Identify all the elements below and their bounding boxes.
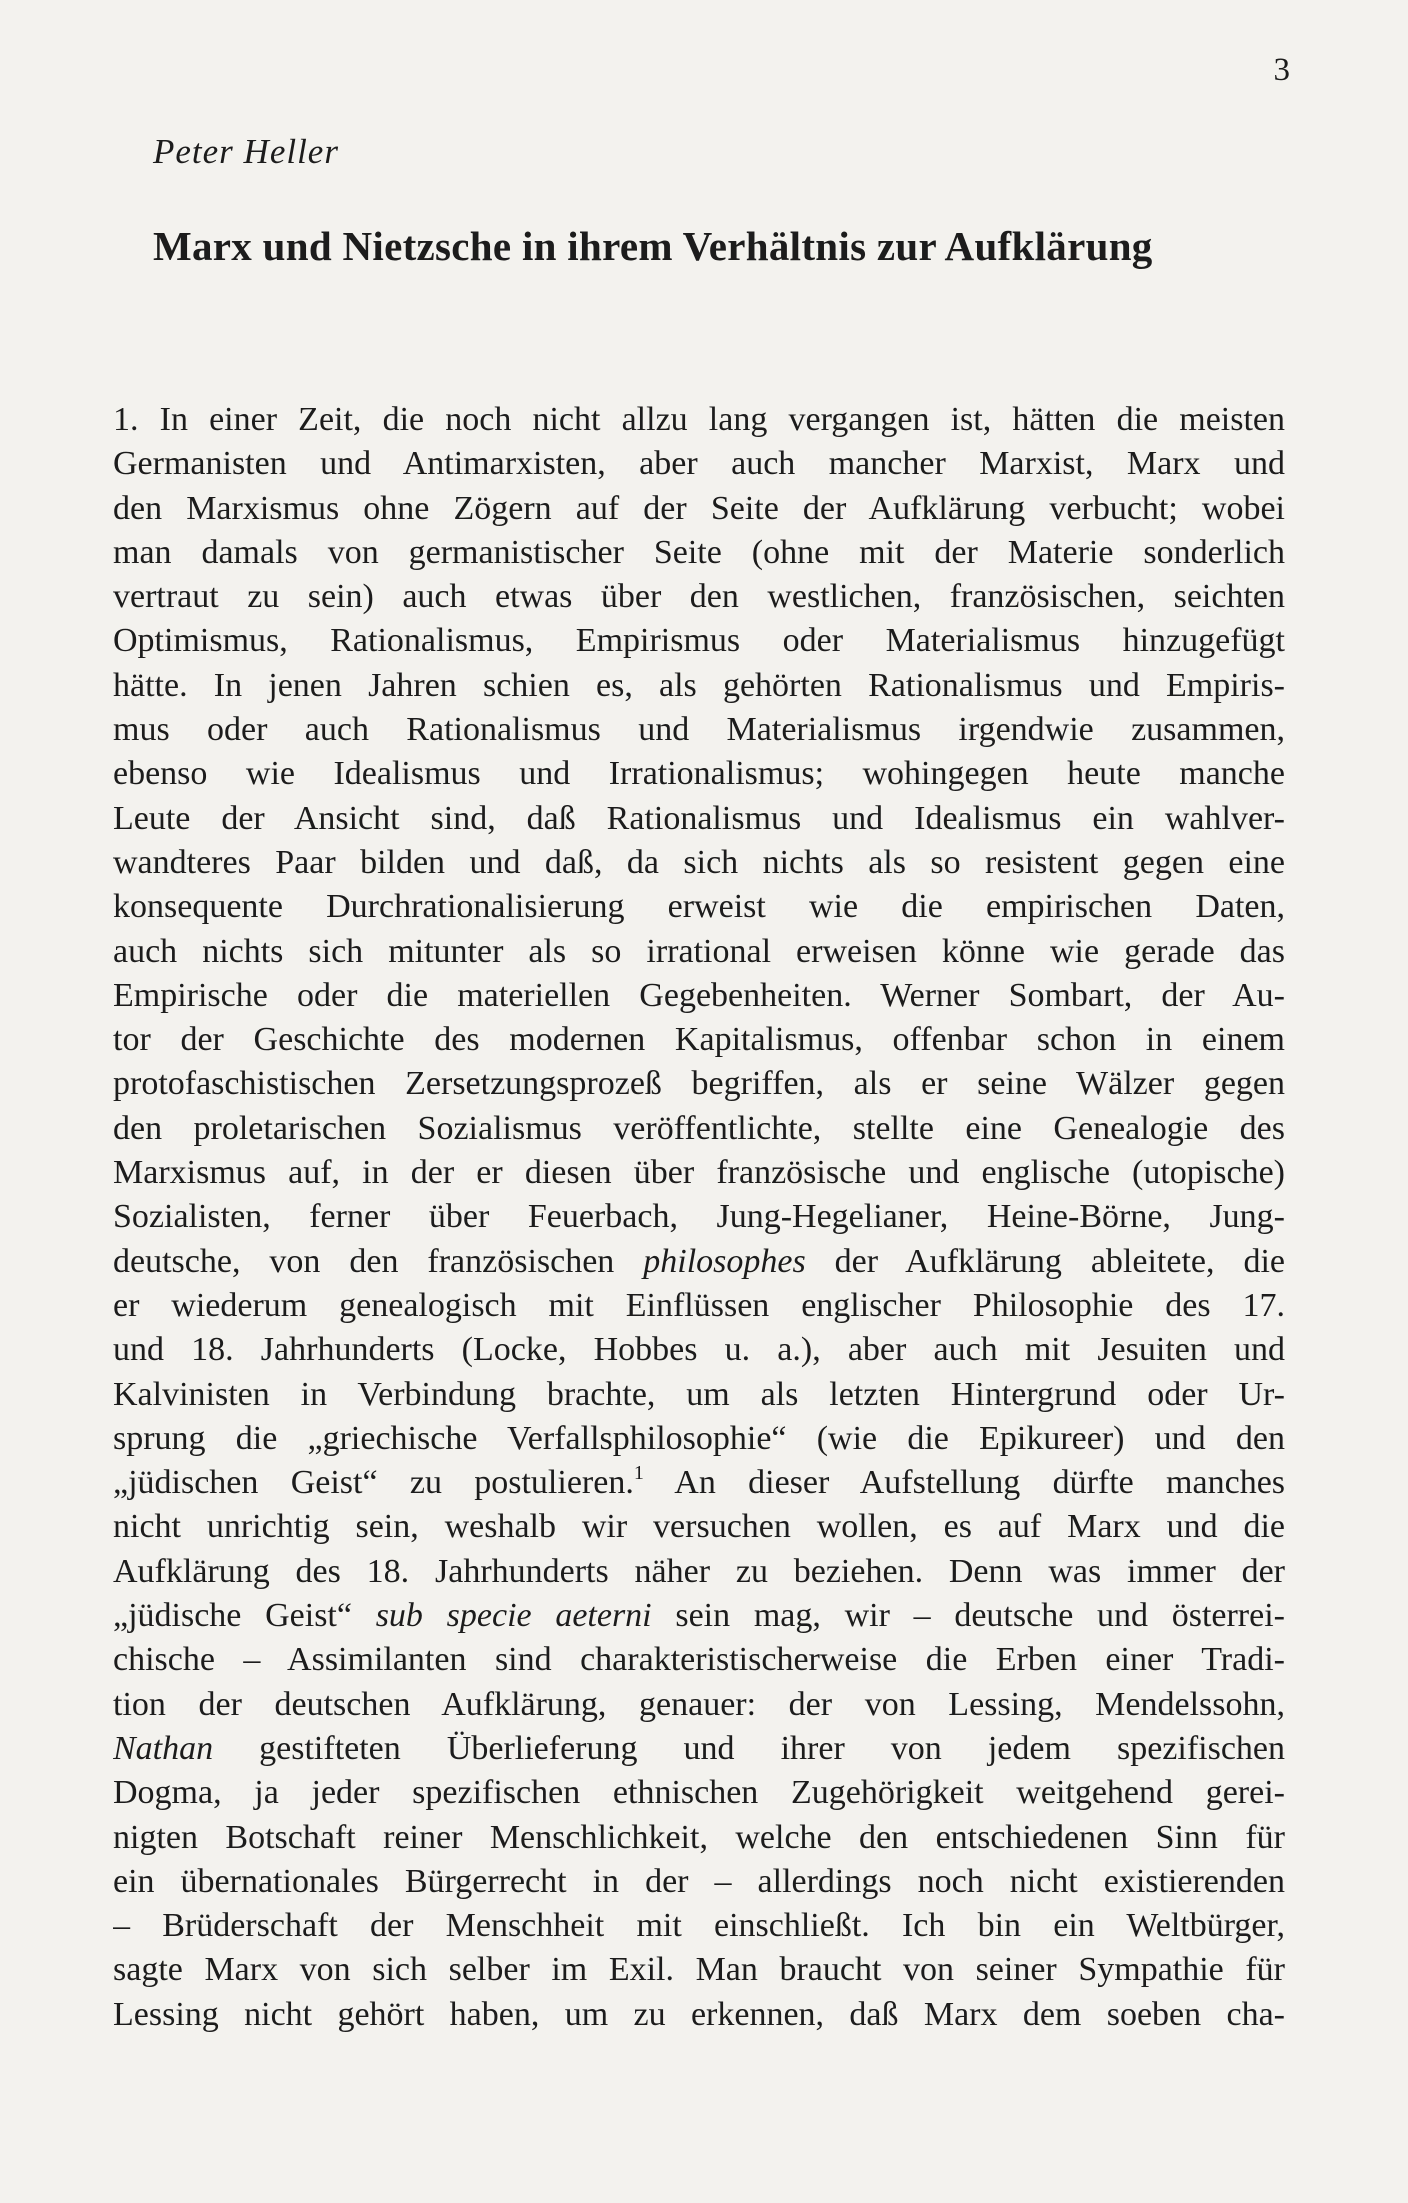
- text-line: Leute der Ansicht sind, daß Rationalismus und Idealismus ein wahlver-: [113, 799, 1285, 837]
- text-line: chische – Assimilanten sind charakteristischerweise die Erben einer Tradi-: [113, 1641, 1285, 1679]
- text-line: Marxismus auf, in der er diesen über französische und englische (utopische): [113, 1154, 1285, 1192]
- line-text: der Aufklärung ableitete, die: [805, 1242, 1285, 1280]
- line-text: An dieser Aufstellung dürfte manches: [643, 1464, 1285, 1502]
- text-line: [113, 1727, 1285, 1771]
- text-line: [113, 1594, 1285, 1638]
- text-line: Sozialisten, ferner über Feuerbach, Jung-Hegelianer, Heine-Börne, Jung-: [113, 1198, 1285, 1236]
- text-line: – Brüderschaft der Menschheit mit einschließt. Ich bin ein Weltbürger,: [113, 1907, 1285, 1945]
- text-line: auch nichts sich mitunter als so irrational erweisen könne wie gerade das: [113, 932, 1285, 970]
- text-line: [113, 1461, 1285, 1505]
- line-text: „jüdische Geist“: [113, 1597, 376, 1635]
- text-line: Empirische oder die materiellen Gegebenheiten. Werner Sombart, der Au-: [113, 976, 1285, 1014]
- text-line: vertraut zu sein) auch etwas über den westlichen, französischen, seichten: [113, 578, 1285, 616]
- text-line: hätte. In jenen Jahren schien es, als gehörten Rationalismus und Empiris-: [113, 666, 1285, 704]
- footnote-marker: 1: [633, 1462, 644, 1485]
- text-line: tor der Geschichte des modernen Kapitalismus, offenbar schon in einem: [113, 1021, 1285, 1059]
- line-text: sein mag, wir – deutsche und österrei-: [651, 1597, 1285, 1635]
- italic-term: Nathan: [113, 1729, 214, 1767]
- text-line: ebenso wie Idealismus und Irrationalismus; wohingegen heute manche: [113, 755, 1285, 793]
- text-line: Kalvinisten in Verbindung brachte, um als letzten Hintergrund oder Ur-: [113, 1375, 1285, 1413]
- line-text: gestifteten Überlieferung und ihrer von jedem spezifischen: [213, 1729, 1285, 1767]
- text-line: nigten Botschaft reiner Menschlichkeit, welche den entschiedenen Sinn für: [113, 1818, 1285, 1856]
- text-line: Aufklärung des 18. Jahrhunderts näher zu beziehen. Denn was immer der: [113, 1552, 1285, 1590]
- text-line: Optimismus, Rationalismus, Empirismus oder Materialismus hinzugefügt: [113, 622, 1285, 660]
- text-line: [113, 1240, 1285, 1284]
- text-line: den Marxismus ohne Zögern auf der Seite der Aufklärung verbucht; wobei: [113, 489, 1285, 527]
- text-line: nicht unrichtig sein, weshalb wir versuchen wollen, es auf Marx und die: [113, 1508, 1285, 1546]
- text-line: man damals von germanistischer Seite (ohne mit der Materie sonderlich: [113, 533, 1285, 571]
- author-name: Peter Heller: [153, 132, 339, 171]
- text-line: sprung die „griechische Verfallsphilosophie“ (wie die Epikureer) und den: [113, 1419, 1285, 1457]
- text-line: und 18. Jahrhunderts (Locke, Hobbes u. a.), aber auch mit Jesuiten und: [113, 1331, 1285, 1369]
- text-line: wandteres Paar bilden und daß, da sich nichts als so resistent gegen eine: [113, 843, 1285, 881]
- text-line: Lessing nicht gehört haben, um zu erkennen, daß Marx dem soeben cha-: [113, 1995, 1285, 2033]
- page-number: 3: [1273, 52, 1290, 88]
- text-line: sagte Marx von sich selber im Exil. Man braucht von seiner Sympathie für: [113, 1951, 1285, 1989]
- italic-term: philosophes: [643, 1242, 806, 1280]
- text-line: 1. In einer Zeit, die noch nicht allzu lang vergangen ist, hätten die meisten: [113, 401, 1285, 438]
- text-line: er wiederum genealogisch mit Einflüssen englischer Philosophie des 17.: [113, 1286, 1285, 1324]
- text-line: Dogma, ja jeder spezifischen ethnischen Zugehörigkeit weitgehend gerei-: [113, 1774, 1285, 1812]
- text-line: ein übernationales Bürgerrecht in der – allerdings noch nicht existierenden: [113, 1862, 1285, 1900]
- text-line: protofaschistischen Zersetzungsprozeß begriffen, als er seine Wälzer gegen: [113, 1065, 1285, 1103]
- text-line: mus oder auch Rationalismus und Materialismus irgendwie zusammen,: [113, 711, 1285, 749]
- text-line: konsequente Durchrationalisierung erweist wie die empirischen Daten,: [113, 888, 1285, 926]
- line-text: deutsche, von den französischen: [113, 1242, 644, 1280]
- text-line: tion der deutschen Aufklärung, genauer: der von Lessing, Mendelssohn,: [113, 1685, 1285, 1723]
- line-text: „jüdischen Geist“ zu postulieren.: [113, 1464, 634, 1502]
- italic-term: sub specie aeterni: [375, 1597, 652, 1635]
- article-title: Marx und Nietzsche in ihrem Verhältnis zur Aufklärung: [153, 223, 1153, 269]
- body-text: [113, 398, 1285, 2037]
- text-line: den proletarischen Sozialismus veröffentlichte, stellte eine Genealogie des: [113, 1109, 1285, 1147]
- text-line: Germanisten und Antimarxisten, aber auch mancher Marxist, Marx und: [113, 445, 1285, 483]
